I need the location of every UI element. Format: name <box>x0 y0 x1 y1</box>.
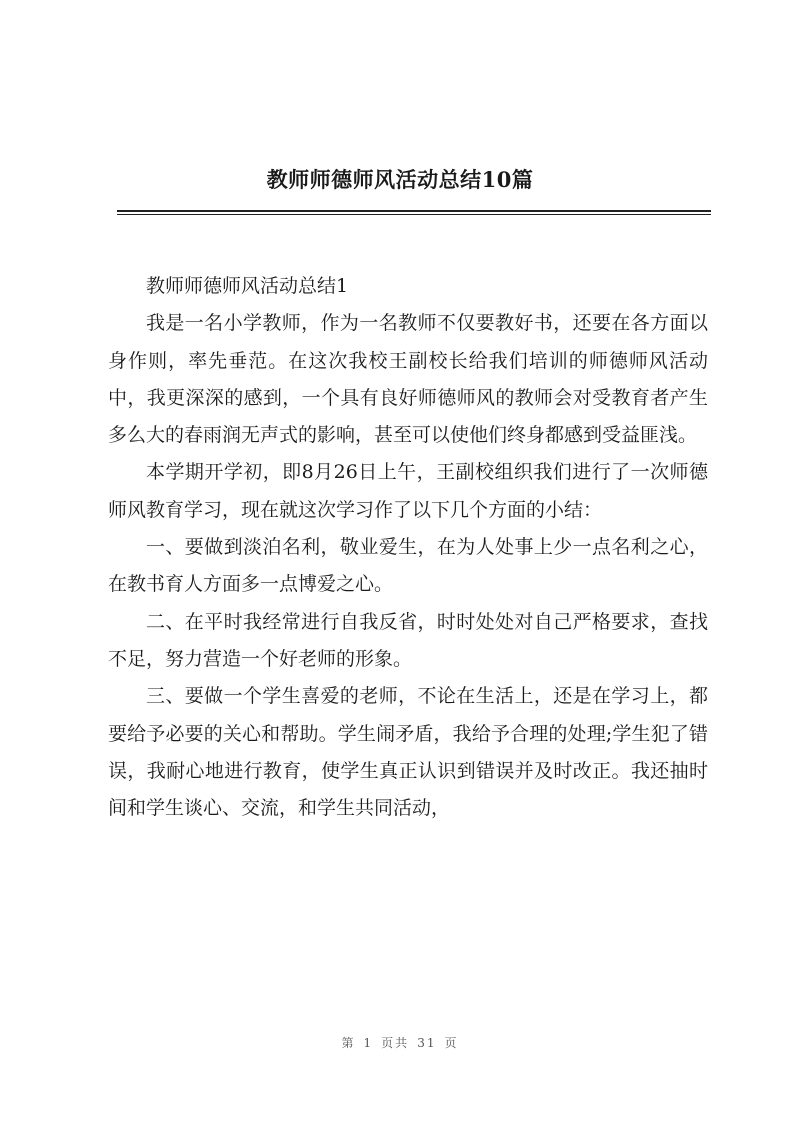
paragraph: 我是一名小学教师，作为一名教师不仅要教好书，还要在各方面以身作则，率先垂范。在这次我校王副校长给我们培训的师德师风活动中，我更深深的感到，一个具有良好师德师风的教师会对受教育者产生多么大的春雨润无声式的影响，甚至可以使他们终身都感到受益匪浅。 <box>108 312 708 447</box>
paragraph: 一、要做到淡泊名利，敬业爱生，在为人处事上少一点名利之心，在教书育人方面多一点博爱之心。 <box>108 536 708 596</box>
title-divider <box>117 210 711 212</box>
document-body <box>108 268 708 827</box>
footer-label-suffix: 页 <box>444 1036 459 1050</box>
section-heading: 教师师德师风活动总结1 <box>146 275 349 297</box>
paragraph: 本学期开学初，即8月26日上午，王副校组织我们进行了一次师德师风教育学习，现在就这次学习作了以下几个方面的小结： <box>108 461 708 521</box>
footer-total-pages: 31 <box>417 1036 437 1050</box>
document-title: 教师师德师风活动总结10篇 <box>266 167 534 192</box>
page-footer <box>0 1034 800 1051</box>
title-divider-thin <box>117 214 711 215</box>
paragraph: 二、在平时我经常进行自我反省，时时处处对自己严格要求，查找不足，努力营造一个好老师的形象。 <box>108 610 708 670</box>
paragraph: 三、要做一个学生喜爱的老师，不论在生活上，还是在学习上，都要给予必要的关心和帮助。学生闹矛盾，我给予合理的处理;学生犯了错误，我耐心地进行教育，使学生真正认识到错误并及时改正。我还抽时间和学生谈心、交流，和学生共同活动， <box>108 685 708 820</box>
footer-label-total: 页共 <box>381 1036 410 1050</box>
footer-current-page: 1 <box>363 1036 374 1050</box>
footer-label-page: 第 <box>341 1036 356 1050</box>
